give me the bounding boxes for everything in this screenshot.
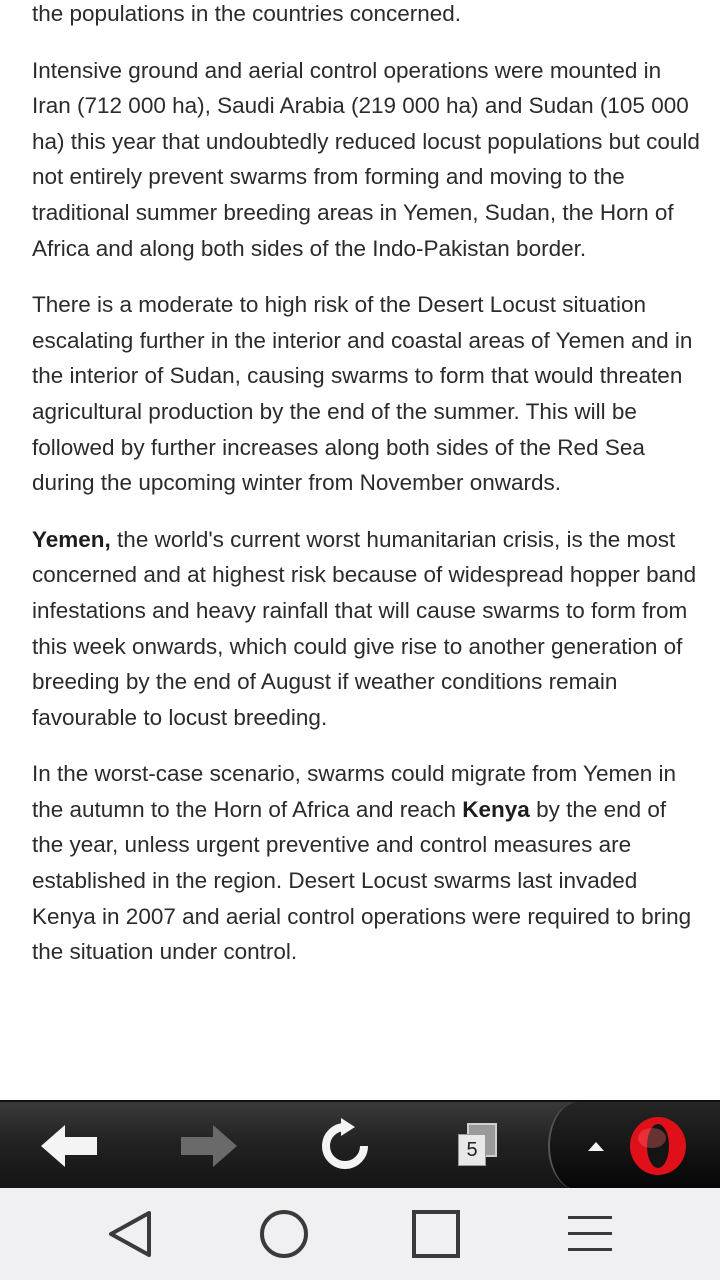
system-navigation-bar	[0, 1188, 720, 1280]
article-paragraph-4	[32, 522, 702, 736]
bold-term-kenya: Kenya	[462, 796, 530, 822]
menu-up-button[interactable]	[584, 1130, 608, 1162]
menu-up-icon	[586, 1139, 606, 1153]
opera-logo-icon	[628, 1116, 688, 1176]
article-paragraph-5	[32, 756, 702, 970]
forward-button[interactable]	[168, 1102, 248, 1190]
browser-toolbar	[0, 1100, 720, 1190]
article-paragraph-3: There is a moderate to high risk of the Desert Locust situation escalating further in the interior and coastal areas of Yemen and in the interior of Sudan, causing swarms to form that would threaten agricultural production by the end of the summer. This will be followed by further increases along both sides of the Red Sea during the upcoming winter from November onwards.	[32, 292, 693, 496]
forward-arrow-icon	[177, 1123, 239, 1169]
article-body	[32, 0, 702, 991]
back-arrow-icon	[39, 1123, 101, 1169]
back-button[interactable]	[30, 1102, 110, 1190]
opera-menu-button[interactable]	[628, 1116, 688, 1176]
opera-menu-zone	[548, 1102, 720, 1190]
system-home-button[interactable]	[254, 1208, 314, 1260]
reload-icon	[315, 1118, 375, 1174]
paragraph-4-text: the world's current worst humanitarian crisis, is the most concerned and at highest risk because of widespread hopper band infestations and heavy rainfall that will cause swarms to form from this week onwards, which could give rise to another generation of breeding by the end of August if weather conditions remain favourable to locust breeding.	[32, 526, 697, 730]
menu-lines-icon	[564, 1212, 616, 1256]
bold-term-yemen: Yemen,	[32, 526, 111, 552]
back-triangle-icon	[105, 1209, 155, 1259]
tabs-button[interactable]	[440, 1102, 520, 1190]
paragraph-5-text-before: In the worst-case scenario, swarms could migrate from Yemen in the autumn to the Horn of Africa and reach	[32, 761, 677, 822]
system-recents-button[interactable]	[406, 1208, 466, 1260]
recents-square-icon	[410, 1208, 462, 1260]
paragraph-5-text-after: by the end of the year, unless urgent preventive and control measures are established in the region. Desert Locust swarms last invaded Kenya in 2007 and aerial control operations were required to bring the situation under control.	[32, 796, 692, 965]
article-paragraph-2: Intensive ground and aerial control operations were mounted in Iran (712 000 ha), Saudi Arabia (219 000 ha) and Sudan (105 000 ha) this year that undoubtedly reduced locust populations but could not entirely prevent swarms from forming and moving to the traditional summer breeding areas in Yemen, Sudan, the Horn of Africa and along both sides of the Indo-Pakistan border.	[32, 57, 700, 261]
reload-button[interactable]	[305, 1102, 385, 1190]
home-circle-icon	[258, 1208, 310, 1260]
tab-count-badge: 5	[458, 1134, 486, 1166]
system-menu-button[interactable]	[560, 1208, 620, 1260]
article-paragraph-1: the populations in the countries concerned.	[32, 1, 462, 26]
system-back-button[interactable]	[100, 1208, 160, 1260]
